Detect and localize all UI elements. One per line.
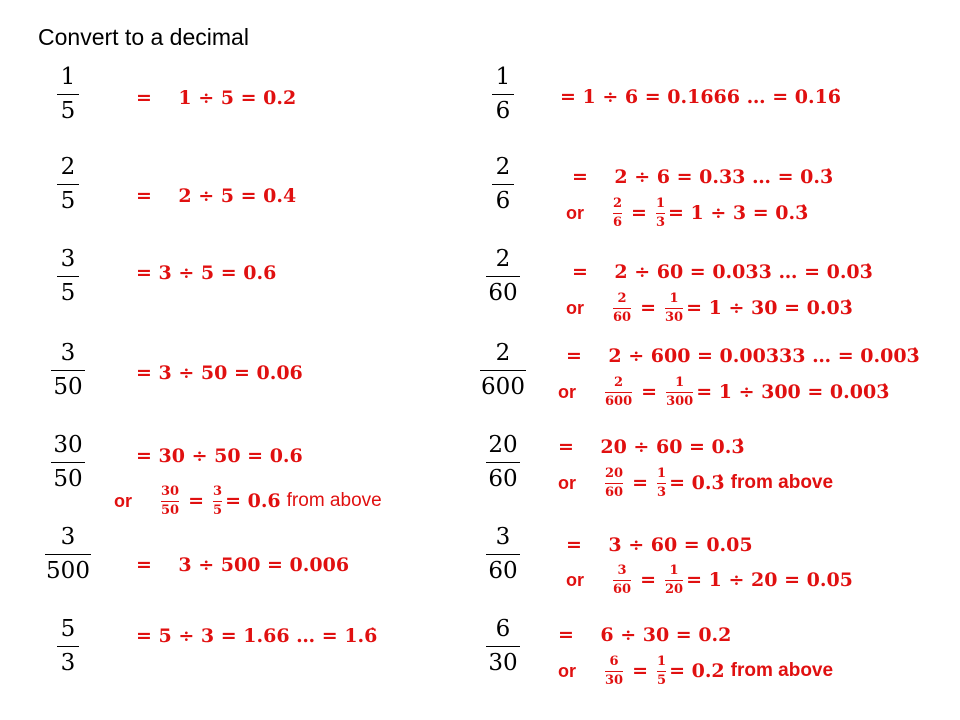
- denominator: 60: [488, 558, 518, 584]
- denominator: 300: [666, 393, 694, 409]
- denominator: 6: [613, 214, 623, 230]
- numerator: 2: [614, 374, 624, 390]
- fraction-problem: [475, 246, 531, 307]
- small-fraction: [613, 564, 631, 597]
- answer-line: [136, 353, 303, 393]
- denominator: 50: [161, 502, 180, 518]
- equals-sign: =: [632, 472, 649, 494]
- answer-line: [560, 77, 841, 117]
- answer-text: = 1 ÷ 300 = 0.003̇: [696, 381, 890, 403]
- fraction-bar: [51, 370, 85, 371]
- fraction-bar: [213, 501, 222, 502]
- small-fraction: [613, 197, 622, 230]
- numerator: 1: [657, 465, 667, 481]
- numerator: 3: [60, 524, 76, 550]
- numerator: 5: [60, 616, 76, 642]
- denominator: 50: [53, 466, 83, 492]
- answer-text: = 0.6: [225, 490, 281, 512]
- answer-line: [136, 436, 303, 476]
- small-fraction: [665, 292, 683, 325]
- denominator: 600: [605, 393, 633, 409]
- fraction-problem: [40, 616, 96, 677]
- numerator: 1: [675, 374, 685, 390]
- numerator: 2: [495, 246, 511, 272]
- denominator: 3: [655, 214, 666, 230]
- fraction-problem: [475, 64, 531, 125]
- numerator: 3: [60, 340, 76, 366]
- numerator: 1: [657, 653, 667, 669]
- answer-text: = 3 ÷ 500 = 0.006: [136, 554, 350, 576]
- answer-line: [558, 615, 731, 655]
- fraction-problem: [40, 246, 96, 307]
- numerator: 1: [60, 64, 76, 90]
- answer-text: = 20 ÷ 60 = 0.3̇: [558, 436, 745, 458]
- fraction-bar: [480, 370, 526, 371]
- answer-line: [136, 616, 377, 656]
- denominator: 60: [605, 484, 624, 500]
- denominator: 5: [60, 188, 76, 214]
- denominator: 50: [53, 374, 83, 400]
- alternative-line: [566, 288, 853, 328]
- numerator: 2: [617, 290, 627, 306]
- denominator: 30: [665, 309, 684, 325]
- numerator: 30: [161, 483, 180, 499]
- fraction-problem: [40, 154, 96, 215]
- answer-line: [136, 545, 349, 585]
- fraction-bar: [161, 501, 179, 502]
- answer-line: [136, 253, 276, 293]
- answer-line: [136, 176, 296, 216]
- denominator: 5: [213, 502, 223, 518]
- answer-line: [572, 157, 833, 197]
- or-label: or: [558, 472, 576, 493]
- numerator: 20: [488, 432, 518, 458]
- alternative-line: [114, 481, 382, 521]
- small-fraction: [657, 467, 666, 500]
- denominator: 3: [60, 650, 76, 676]
- numerator: 1: [495, 64, 511, 90]
- equals-sign: =: [632, 660, 649, 682]
- fraction-bar: [666, 392, 693, 393]
- numerator: 2: [495, 154, 511, 180]
- denominator: 20: [665, 581, 684, 597]
- answer-line: [136, 78, 296, 118]
- fraction-bar: [486, 462, 520, 463]
- answer-text: = 2 ÷ 6 = 0.33 … = 0.3̇: [572, 166, 834, 188]
- answer-line: [566, 336, 920, 376]
- fraction-bar: [613, 580, 631, 581]
- page-title: Convert to a decimal: [38, 24, 249, 50]
- answer-text: = 1 ÷ 5 = 0.2: [136, 87, 297, 109]
- fraction-bar: [45, 554, 91, 555]
- numerator: 3: [617, 562, 627, 578]
- fraction-bar: [605, 671, 623, 672]
- fraction-bar: [665, 580, 683, 581]
- equals-sign: =: [631, 202, 647, 224]
- fraction-bar: [657, 671, 666, 672]
- small-fraction: [213, 485, 222, 518]
- answer-text: = 1 ÷ 20 = 0.05: [686, 569, 853, 591]
- denominator: 6: [495, 188, 511, 214]
- numerator: 2: [613, 195, 623, 211]
- equals-sign: =: [188, 490, 205, 512]
- fraction-bar: [613, 213, 622, 214]
- answer-text: = 1 ÷ 6 = 0.1666 … = 0.16̇: [560, 86, 842, 108]
- or-label: or: [566, 202, 584, 223]
- fraction-bar: [486, 276, 520, 277]
- numerator: 2: [495, 340, 511, 366]
- fraction-problem: [475, 524, 531, 585]
- denominator: 30: [488, 650, 518, 676]
- answer-text: = 6 ÷ 30 = 0.2: [558, 624, 732, 646]
- answer-text: = 2 ÷ 5 = 0.4: [136, 185, 297, 207]
- small-fraction: [605, 655, 623, 688]
- or-label: or: [566, 297, 584, 318]
- or-label: or: [558, 381, 576, 402]
- small-fraction: [666, 376, 693, 409]
- denominator: 500: [46, 558, 90, 584]
- answer-text: = 0.3̇: [669, 472, 725, 494]
- fraction-bar: [605, 483, 623, 484]
- answer-text: = 1 ÷ 3 = 0.3̇: [668, 202, 809, 224]
- answer-text: = 30 ÷ 50 = 0.6: [136, 445, 303, 467]
- denominator: 60: [613, 309, 632, 325]
- answer-text: = 3 ÷ 60 = 0.05: [566, 534, 753, 556]
- alternative-line: [558, 372, 889, 412]
- numerator: 6: [495, 616, 511, 642]
- fraction-bar: [486, 646, 520, 647]
- fraction-problem: [475, 154, 531, 215]
- small-fraction: [665, 564, 683, 597]
- numerator: 1: [669, 290, 679, 306]
- fraction-bar: [57, 646, 79, 647]
- answer-line: [566, 525, 753, 565]
- fraction-bar: [613, 308, 631, 309]
- small-fraction: [605, 376, 632, 409]
- numerator: 2: [60, 154, 76, 180]
- fraction-problem: [475, 432, 531, 493]
- fraction-bar: [486, 554, 520, 555]
- or-label: or: [558, 660, 576, 681]
- alternative-line: [566, 560, 853, 600]
- alternative-line: [558, 463, 833, 503]
- fraction-bar: [51, 462, 85, 463]
- numerator: 3: [495, 524, 511, 550]
- numerator: 1: [655, 195, 666, 211]
- answer-text: = 1 ÷ 30 = 0.03̇: [686, 297, 853, 319]
- alternative-line: [558, 651, 833, 691]
- fraction-bar: [57, 94, 79, 95]
- denominator: 600: [481, 374, 525, 400]
- numerator: 3: [213, 483, 223, 499]
- numerator: 30: [53, 432, 83, 458]
- numerator: 3: [60, 246, 76, 272]
- numerator: 20: [605, 465, 624, 481]
- answer-line: [572, 252, 873, 292]
- denominator: 5: [60, 280, 76, 306]
- numerator: 1: [669, 562, 679, 578]
- fraction-bar: [57, 184, 79, 185]
- small-fraction: [613, 292, 631, 325]
- small-fraction: [605, 467, 623, 500]
- denominator: 5: [60, 98, 76, 124]
- denominator: 60: [613, 581, 632, 597]
- equals-sign: =: [640, 569, 657, 591]
- fraction-problem: [475, 616, 531, 677]
- fraction-problem: [40, 432, 96, 493]
- denominator: 6: [495, 98, 511, 124]
- fraction-problem: [40, 524, 96, 585]
- small-fraction: [656, 197, 665, 230]
- denominator: 30: [605, 672, 624, 688]
- fraction-bar: [492, 184, 514, 185]
- fraction-problem: [40, 64, 96, 125]
- equals-sign: =: [640, 297, 657, 319]
- equals-sign: =: [641, 381, 658, 403]
- fraction-bar: [657, 483, 666, 484]
- answer-text: = 3 ÷ 5 = 0.6: [136, 262, 277, 284]
- answer-text: = 5 ÷ 3 = 1.66 … = 1.6̇: [136, 625, 378, 647]
- numerator: 6: [609, 653, 619, 669]
- denominator: 60: [488, 466, 518, 492]
- answer-text: = 0.2: [669, 660, 725, 682]
- note-text: from above: [730, 472, 834, 493]
- fraction-bar: [492, 94, 514, 95]
- small-fraction: [161, 485, 179, 518]
- denominator: 60: [488, 280, 518, 306]
- note-text: from above: [286, 490, 382, 511]
- fraction-problem: [475, 340, 531, 401]
- alternative-line: [566, 193, 808, 233]
- fraction-bar: [665, 308, 683, 309]
- fraction-bar: [605, 392, 632, 393]
- denominator: 5: [657, 672, 667, 688]
- or-label: or: [114, 490, 132, 511]
- fraction-bar: [57, 276, 79, 277]
- answer-text: = 3 ÷ 50 = 0.06: [136, 362, 303, 384]
- note-text: from above: [730, 660, 834, 681]
- answer-text: = 2 ÷ 600 = 0.00333 … = 0.003̇: [566, 345, 920, 367]
- fraction-problem: [40, 340, 96, 401]
- or-label: or: [566, 569, 584, 590]
- fraction-bar: [656, 213, 665, 214]
- answer-text: = 2 ÷ 60 = 0.033 … = 0.03̇: [572, 261, 873, 283]
- answer-line: [558, 427, 745, 467]
- small-fraction: [657, 655, 666, 688]
- denominator: 3: [657, 484, 667, 500]
